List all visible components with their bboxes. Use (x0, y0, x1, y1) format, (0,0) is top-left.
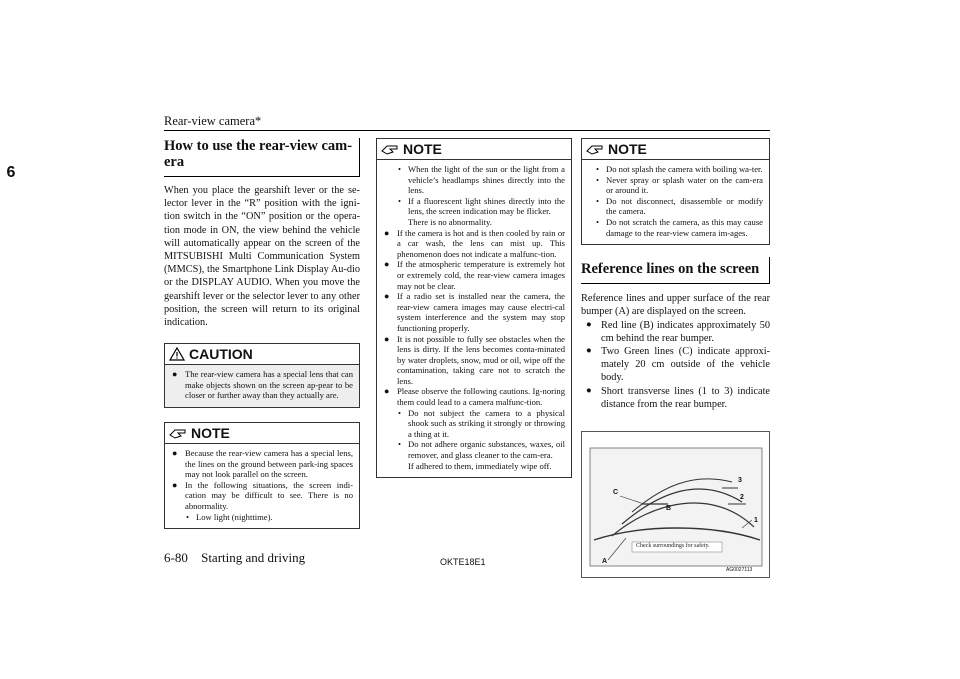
figure-label-2: 2 (740, 493, 744, 501)
no-abnormality-text: There is no abnormality. (408, 216, 492, 227)
intro-paragraph: When you place the gearshift lever or the se-lector lever in the “R” position with the igni-tion switch in the “ON” position or the opera-tion mode in ON, the view behind the vehicle will automatically appear on the screen of the MITSUBISHI Multi Communication System (MMCS), the Smartphone Link Display Au-dio or the DISPLAY AUDIO. When you move the gearshift lever or the selector lever to any other position, the screen will return to its original indication. (164, 185, 360, 329)
note-label-middle: NOTE (403, 141, 442, 157)
note-sub-item: • Do not scratch the camera, as this may cause damage to the rear-view camera im-ages. (596, 217, 763, 238)
figure-label-b: B (666, 504, 672, 512)
note-hand-icon (381, 143, 399, 155)
note-sub-item: • Do not disconnect, disassemble or modify the camera. (596, 196, 763, 217)
warning-triangle-icon (169, 347, 185, 361)
note-sub-item: • Low light (nighttime). (186, 512, 353, 523)
note-header-middle (377, 139, 571, 160)
note-item: ● In the following situations, the screen indi-cation may be difficult to see. There is no abnormality. (171, 480, 353, 512)
reference-bullet: ● Two Green lines (C) indicate approxi-mately 20 cm outside of the vehicle body. (581, 345, 770, 385)
note-label-left: NOTE (191, 425, 230, 442)
header-rule (164, 130, 770, 131)
note-sub-item: • Do not adhere organic substances, waxes, oil remover, and glass cleaner to the cam-era. (398, 439, 565, 460)
figure-label-3: 3 (738, 476, 742, 484)
caution-item: ● The rear-view camera has a special lens that can make objects shown on the screen ap-pear to be closer or further away than they actually are. (171, 369, 353, 401)
note-sub-item: • Do not splash the camera with boiling wa-ter. (596, 164, 763, 175)
note-body-left (165, 444, 359, 528)
note-body-right (582, 160, 769, 244)
note-body-middle (377, 160, 571, 477)
figure-label-a: A (602, 557, 608, 565)
note-sub-item: • Do not subject the camera to a physical shook such as striking it strongly or throwing a thing at it. (398, 408, 565, 440)
caution-body (165, 365, 359, 407)
figure-label-1: 1 (754, 516, 758, 524)
middle-column (376, 138, 572, 478)
screen-message: Check surroundings for safety. (636, 542, 710, 549)
caution-box (164, 343, 360, 408)
page-footer (164, 550, 305, 566)
reference-lines-diagram (582, 432, 769, 577)
right-column (581, 138, 770, 578)
note-item: ● If the atmospheric temperature is extremely hot or extremely cold, the rear-view camera images may not be clear. (383, 259, 565, 291)
reference-paragraph: Reference lines and upper surface of the rear bumper (A) are displayed on the screen. (581, 293, 770, 318)
wipe-off-text: If adhered to them, immediately wipe off. (408, 460, 552, 471)
caution-label: CAUTION (189, 346, 253, 363)
note-sub-item: • When the light of the sun or the light from a vehicle’s headlamps shines directly into the lens. (398, 164, 565, 196)
note-hand-icon (169, 427, 187, 439)
document-code: OKTE18E1 (440, 557, 486, 567)
page-number: 6-80 (164, 550, 188, 565)
note-item: ● If the camera is hot and is then cooled by rain or a car wash, the lens can mist up. This phenomenon does not indicate a malfunc-tion. (383, 228, 565, 260)
reference-bullet: ● Red line (B) indicates approximately 50 cm behind the rear bumper. (581, 319, 770, 345)
note-box-right (581, 138, 770, 245)
note-item: ● If a radio set is installed near the camera, the rear-view camera images may cause electri-cal system interference and the system may stop functioning properly. (383, 291, 565, 333)
note-header-left (165, 423, 359, 444)
chapter-name: Starting and driving (201, 550, 306, 565)
section-heading-how-to-use: How to use the rear-view cam-era (164, 138, 360, 177)
note-item: ● Because the rear-view camera has a special lens, the lines on the ground between park-ing spaces may not look parallel on the screen. (171, 448, 353, 480)
caution-header (165, 344, 359, 365)
note-box-middle (376, 138, 572, 478)
reference-bullet: ● Short transverse lines (1 to 3) indicate distance from the rear bumper. (581, 385, 770, 411)
note-sub-item: • Never spray or splash water on the cam-era or around it. (596, 175, 763, 196)
left-column (164, 138, 360, 529)
note-box-left (164, 422, 360, 529)
note-item: ● Please observe the following cautions. Ig-noring them could lead to a camera malfunc-tion. (383, 386, 565, 407)
note-header-right (582, 139, 769, 160)
note-hand-icon (586, 143, 604, 155)
figure-code: AG0027113 (726, 566, 753, 573)
note-label-right: NOTE (608, 141, 647, 157)
reference-lines-figure (581, 431, 770, 578)
section-heading-reference-lines: Reference lines on the screen (581, 257, 770, 284)
note-item: ● It is not possible to fully see obstacles when the lens is dirty. If the lens becomes conta-minated by water droplets, snow, mud or oil, wipe off the contamination, taking care not to scratch the lens. (383, 334, 565, 387)
chapter-tab: 6 (6, 164, 16, 181)
running-header-title: Rear-view camera* (164, 114, 262, 128)
figure-label-c: C (613, 488, 619, 496)
note-sub-item: • If a fluorescent light shines directly into the lens, the screen indication may be flicker. (398, 196, 565, 217)
